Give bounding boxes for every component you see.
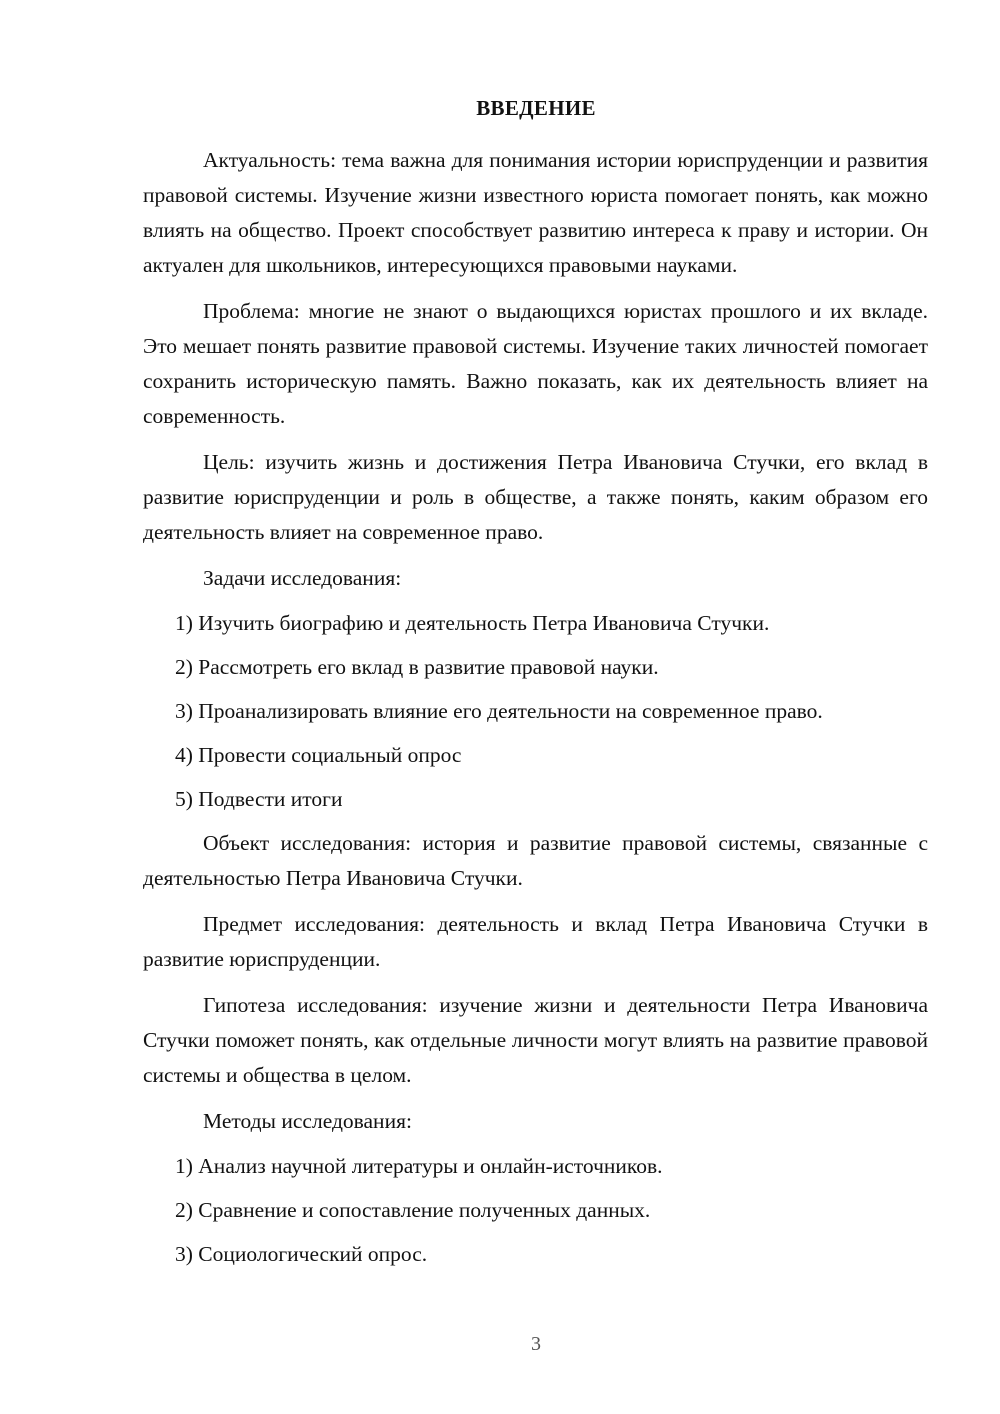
list-item: 2) Сравнение и сопоставление полученных данных. bbox=[175, 1198, 651, 1222]
methods-list bbox=[143, 1149, 928, 1272]
tasks-heading: Задачи исследования: bbox=[203, 566, 402, 590]
paragraph-hypothesis: Гипотеза исследования: изучение жизни и деятельности Петра Ивановича Стучки поможет понять, как отдельные личности могут влиять на развитие правовой системы и общества в целом. bbox=[143, 993, 928, 1087]
paragraph-problem: Проблема: многие не знают о выдающихся юристах прошлого и их вкладе. Это мешает понять развитие правовой системы. Изучение таких личностей помогает сохранить историческую память. Важно показать, как их деятельность влияет на современность. bbox=[143, 299, 928, 428]
list-item: 5) Подвести итоги bbox=[175, 787, 343, 811]
list-item: 1) Изучить биографию и деятельность Петра Ивановича Стучки. bbox=[175, 611, 770, 635]
paragraph-relevance: Актуальность: тема важна для понимания истории юриспруденции и развития правовой системы. Изучение жизни известного юриста помогает понять, как можно влиять на общество. Проект способствует развитию интереса к праву и истории. Он актуален для школьников, интересующихся правовыми науками. bbox=[143, 148, 928, 277]
list-item: 4) Провести социальный опрос bbox=[175, 743, 462, 767]
page-number: 3 bbox=[531, 1333, 541, 1355]
document-body bbox=[143, 143, 928, 1281]
paragraph-goal: Цель: изучить жизнь и достижения Петра Ивановича Стучки, его вклад в развитие юриспруденции и роль в обществе, а также понять, каким образом его деятельность влияет на современное право. bbox=[143, 450, 928, 544]
methods-heading: Методы исследования: bbox=[203, 1109, 412, 1133]
list-item: 1) Анализ научной литературы и онлайн-источников. bbox=[175, 1154, 663, 1178]
paragraph-object: Объект исследования: история и развитие правовой системы, связанные с деятельностью Петра Ивановича Стучки. bbox=[143, 831, 928, 890]
page-title: ВВЕДЕНИЕ bbox=[476, 96, 596, 120]
list-item: 3) Проанализировать влияние его деятельности на современное право. bbox=[175, 699, 823, 723]
list-item: 2) Рассмотреть его вклад в развитие правовой науки. bbox=[175, 655, 659, 679]
tasks-list bbox=[143, 606, 928, 817]
paragraph-subject: Предмет исследования: деятельность и вклад Петра Ивановича Стучки в развитие юриспруденции. bbox=[143, 912, 928, 971]
list-item: 3) Социологический опрос. bbox=[175, 1242, 428, 1266]
